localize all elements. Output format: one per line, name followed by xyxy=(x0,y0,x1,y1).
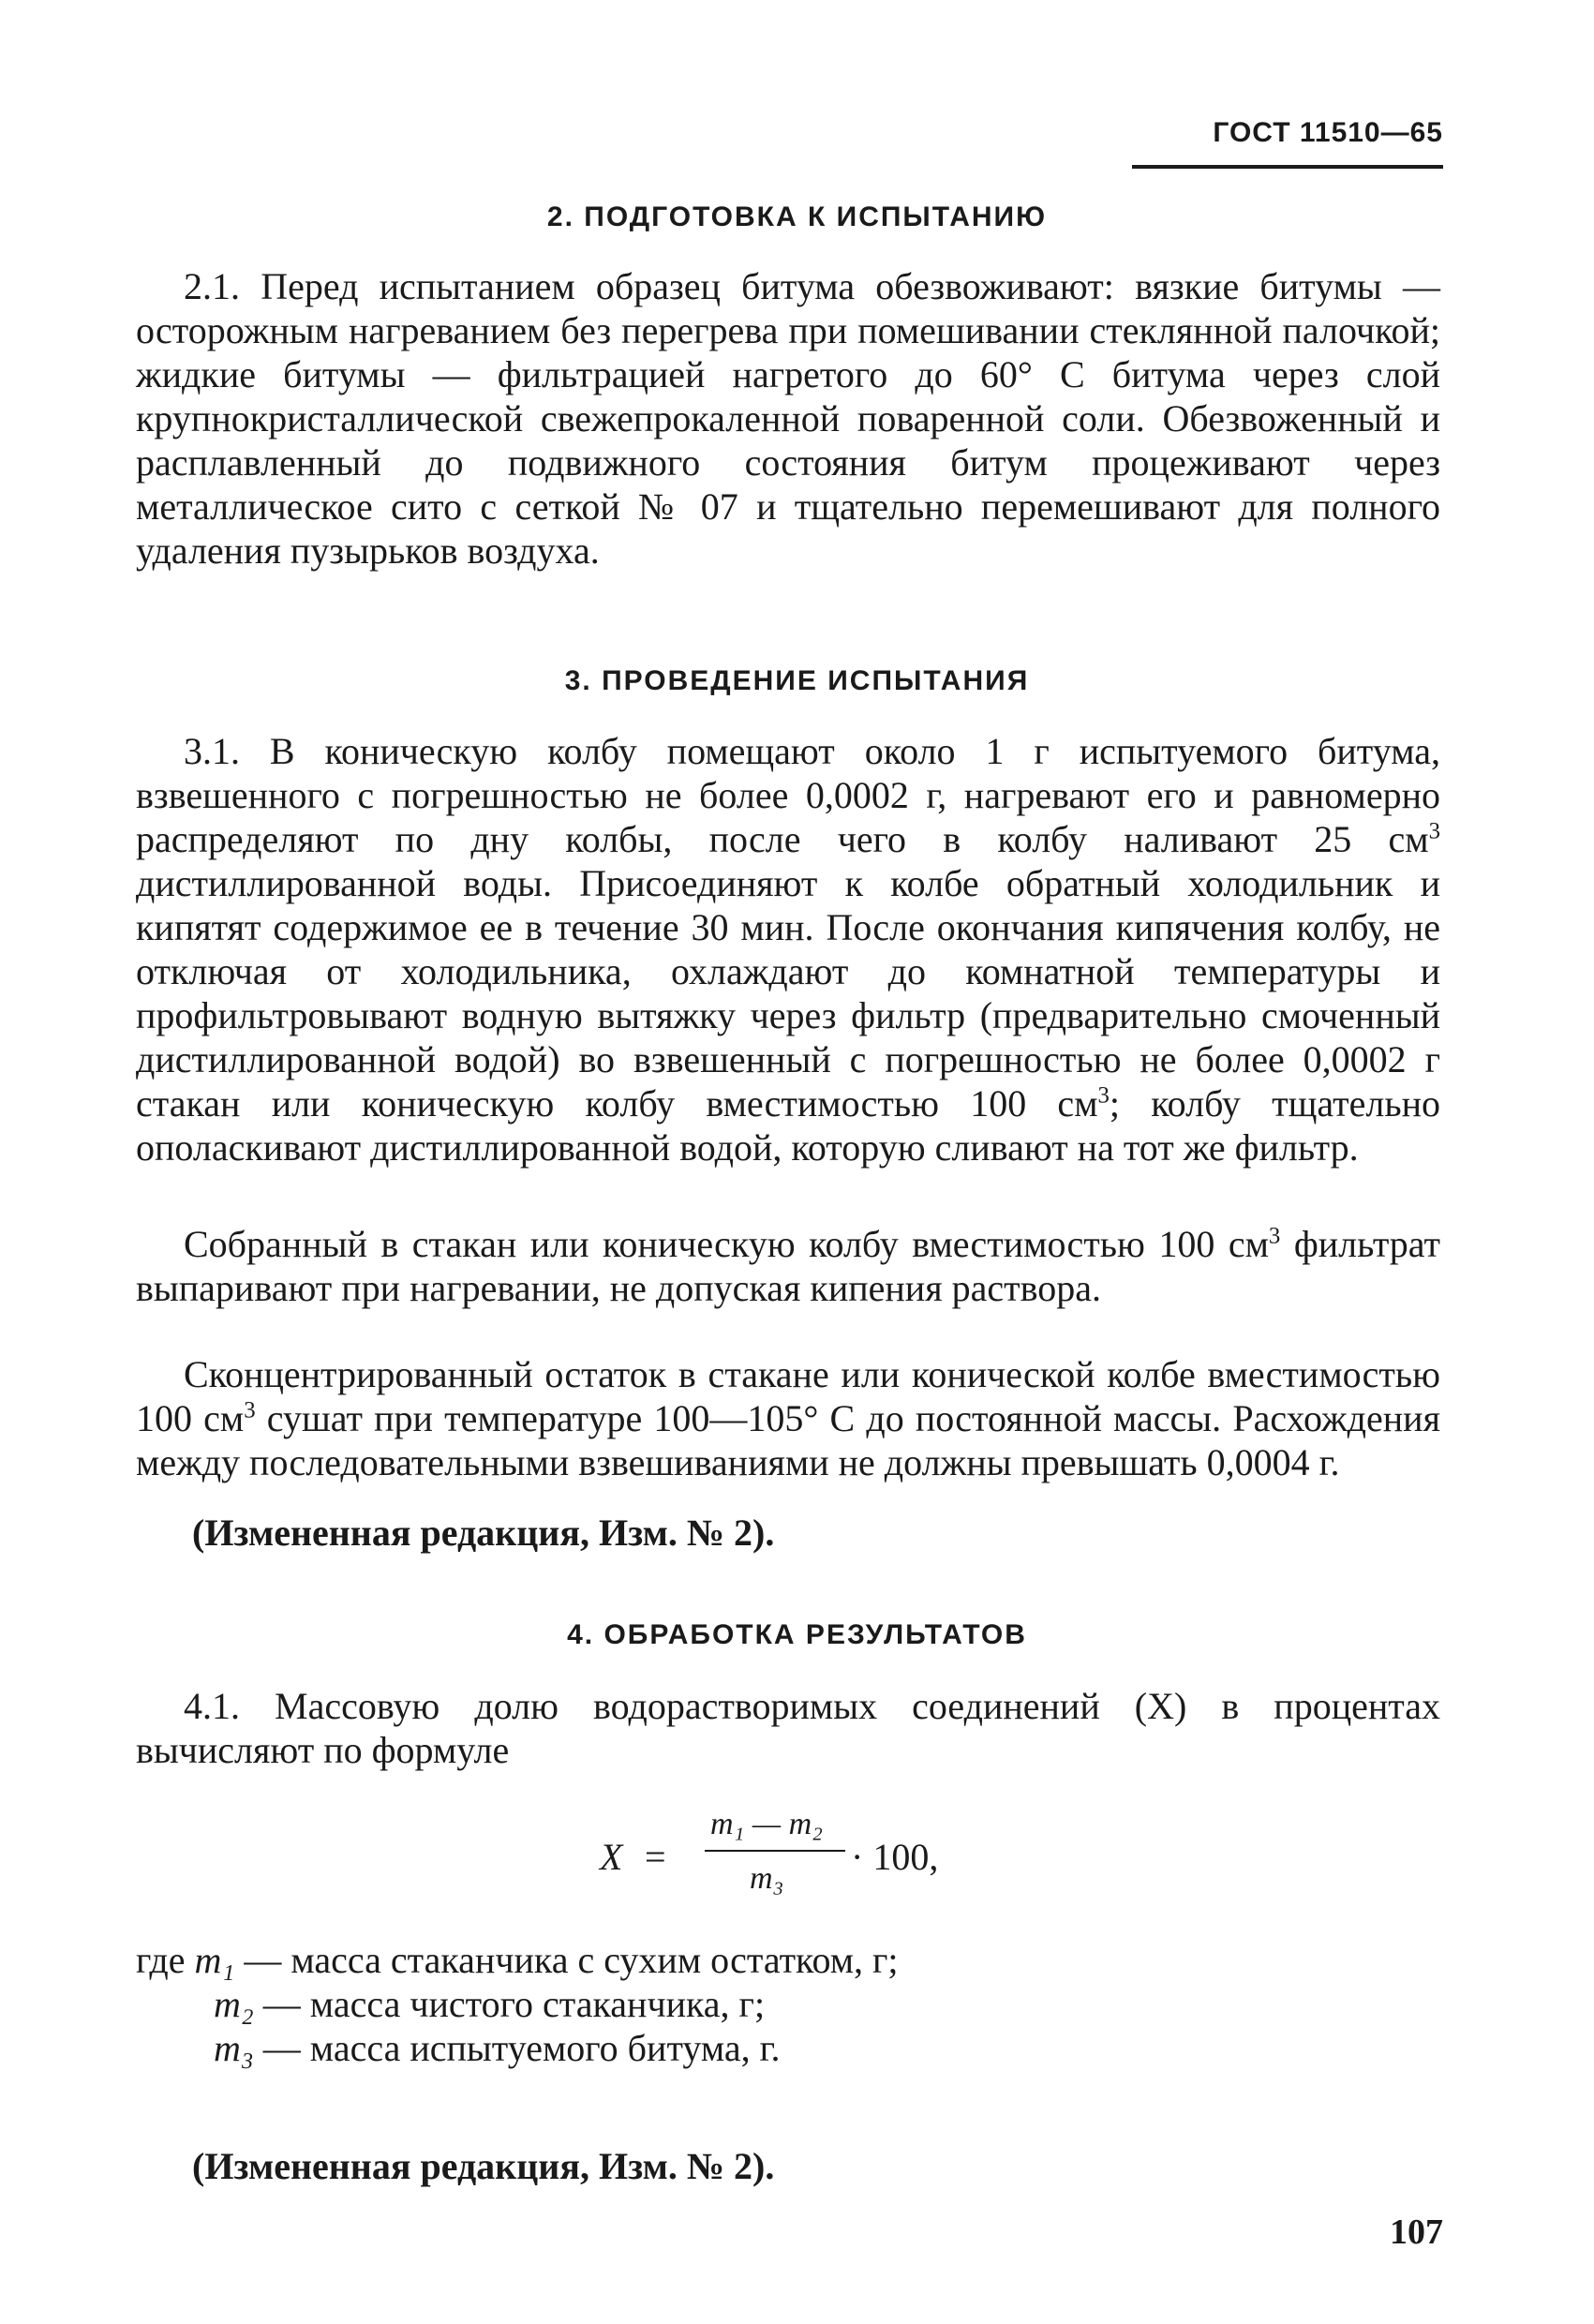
s3-p2-part-a: Собранный в стакан или коническую колбу вместимостью 100 см xyxy=(184,1223,1269,1265)
formula xyxy=(600,1807,993,1919)
s3-p1-part-b: дистиллированной воды. Присоединяют к колбе обратный холодильник и кипятят содержимое ее в течение 30 мин. После окончания кипячения колбу, не отключая от холодильника, охлаждают до комнатной температуры и профильтровывают водную вытяжку через фильтр (предварительно смоченный дистиллированной водой) во взвешенный с погрешностью не более 0,0002 г стакан или коническую колбу вместимостью 100 см xyxy=(136,862,1440,1125)
s3-p1-part-c: ; колбу тщательно ополаскивают дистиллированной водой, которую сливают на тот же фильтр. xyxy=(136,1082,1440,1169)
section-3-paragraph-2 xyxy=(136,1222,1440,1310)
section-4-heading: 4. ОБРАБОТКА РЕЗУЛЬТАТОВ xyxy=(567,1619,1027,1650)
variable-description: — масса испытуемого битума, г. xyxy=(253,2027,781,2069)
section-2-paragraph-1: 2.1. Перед испытанием образец битума обезвоживают: вязкие битумы — осторожным нагреванием без перегрева при помешивании стеклянной палочкой; жидкие битумы — фильтрацией нагретого до 60° С битума через слой крупнокристаллической свежепрокаленной поваренной соли. Обезвоженный и расплавленный до подвижного состояния битум процеживают через металлическое сито с сеткой № 07 и тщательно перемешивают для полного удаления пузырьков воздуха. xyxy=(136,265,1440,572)
where-prefix: где xyxy=(136,1939,186,1981)
cubic-superscript: 3 xyxy=(244,1397,256,1423)
variable-description: — масса чистого стаканчика, г; xyxy=(253,1983,766,2025)
variable-definition-1 xyxy=(136,1938,899,1982)
variable-description: — масса стаканчика с сухим остатком, г; xyxy=(234,1939,899,1981)
section-3-amendment-note: (Измененная редакция, Изм. № 2). xyxy=(192,1512,775,1554)
variable-symbol: m₁ xyxy=(194,1939,235,1981)
section-4-paragraph-1: 4.1. Массовую долю водорастворимых соединений (X) в процентах вычисляют по формуле xyxy=(136,1685,1440,1771)
section-3-paragraph-3 xyxy=(136,1352,1440,1484)
variable-definition-3 xyxy=(214,2026,781,2070)
section-3-paragraph-1 xyxy=(136,729,1440,1169)
formula-multiplier: · 100, xyxy=(851,1836,939,1878)
fraction-bar xyxy=(705,1850,845,1852)
variable-symbol: m₃ xyxy=(214,2027,254,2069)
section-3-heading: 3. ПРОВЕДЕНИЕ ИСПЫТАНИЯ xyxy=(564,665,1030,696)
page-number: 107 xyxy=(1390,2212,1443,2252)
cubic-superscript: 3 xyxy=(1097,1082,1110,1109)
s3-p2-part-b: фильтрат выпаривают при нагревании, не допуская кипения раствора. xyxy=(136,1223,1441,1309)
formula-numerator: m₁ — m₂ xyxy=(710,1807,823,1841)
cubic-superscript: 3 xyxy=(1428,818,1440,844)
s3-p1-part-a: 3.1. В коническую колбу помещают около 1 г испытуемого битума, взвешенного с погрешностью не более 0,0002 г, нагревают его и равномерно распределяют по дну колбы, после чего в колбу наливают 25 см xyxy=(136,730,1440,860)
s3-p3-part-a: Сконцентрированный остаток в стакане или конической колбе вместимостью 100 см xyxy=(136,1353,1440,1439)
formula-equals: = xyxy=(645,1836,666,1878)
cubic-superscript: 3 xyxy=(1268,1223,1281,1249)
section-2-heading: 2. ПОДГОТОВКА К ИСПЫТАНИЮ xyxy=(546,201,1048,232)
variable-symbol: m₂ xyxy=(214,1983,254,2025)
formula-denominator: m₃ xyxy=(750,1861,784,1896)
formula-lhs: X xyxy=(600,1836,623,1878)
section-4-amendment-note: (Измененная редакция, Изм. № 2). xyxy=(192,2145,775,2187)
header-rule xyxy=(1132,165,1443,169)
standard-number: ГОСТ 11510—65 xyxy=(1213,117,1443,148)
s3-p3-part-b: сушат при температуре 100—105° С до постоянной массы. Расхождения между последовательными взвешиваниями не должны превышать 0,0004 г. xyxy=(136,1397,1440,1483)
variable-definition-2 xyxy=(214,1982,765,2026)
